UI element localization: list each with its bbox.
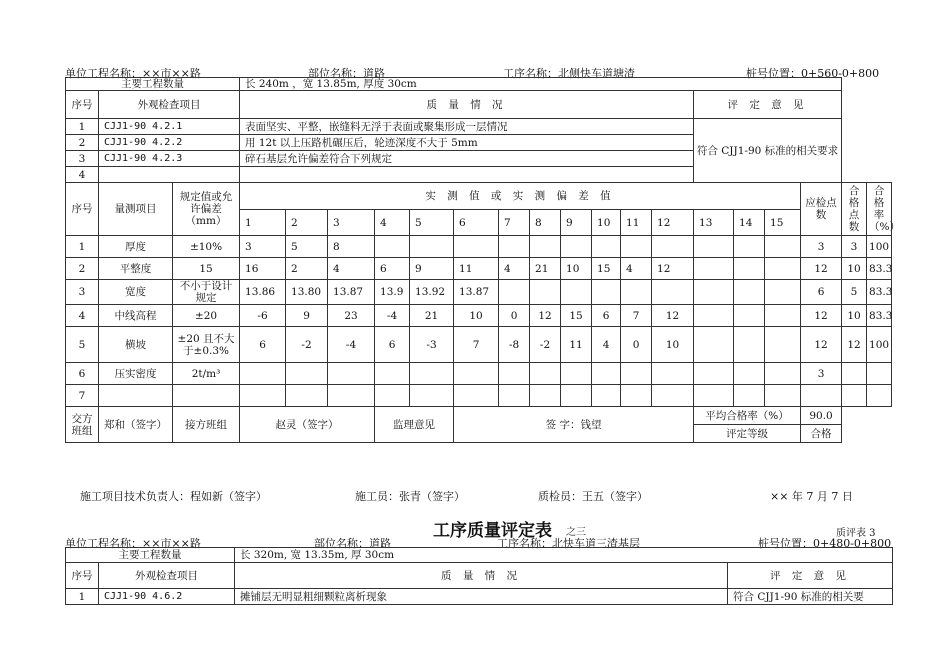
inspect-row-opinion: 符合 CJJ1-90 标准的相关要 [728,589,893,605]
measure-col-number: 2 [286,210,328,236]
measure-row-item [99,385,173,407]
should-check-count [801,385,842,407]
col-opinion-header: 评 定 意 见 [728,563,893,589]
measure-value [621,280,652,305]
measure-value [734,280,765,305]
measure-value [621,236,652,258]
measure-row-spec: 15 [173,258,240,280]
measure-value [694,236,734,258]
measure-value: 6 [375,327,410,363]
dept-name: 部位名称：道路 [314,537,391,550]
inspect-row-item: CJJ1-90 4.2.2 [99,135,240,151]
pass-rate: 83.3 [867,305,892,327]
measure-row-spec: 不小于设计规定 [173,280,240,305]
measure-row-spec: ±20 [173,305,240,327]
measure-value: 10 [454,305,499,327]
measure-value: -4 [375,305,410,327]
measure-spec-header: 规定值或允许偏差（mm） [173,183,240,236]
measure-value: 10 [561,258,592,280]
pass-rate: 83.3 [867,280,892,305]
handover-team-label: 交方班组 [66,407,99,443]
measure-value: 6 [375,258,410,280]
measure-col-number: 14 [734,210,765,236]
measure-value: 4 [499,258,530,280]
measure-row [66,236,892,258]
measure-row [66,258,892,280]
supervisor-signature: 签 字：钱望 [454,407,694,443]
measure-row [66,385,892,407]
inspect-row-item [99,167,240,183]
inspect-row-item: CJJ1-90 4.2.1 [99,119,240,135]
supervisor-label: 监理意见 [375,407,454,443]
measure-value [286,363,328,385]
measure-value: 0 [499,305,530,327]
measure-row-spec: ±10% [173,236,240,258]
measure-value [765,280,801,305]
sign-date: ×× 年 7 月 7 日 [770,490,853,503]
quantity-value: 长 240m ，宽 13.85m, 厚度 30cm [240,78,842,91]
receive-team-label: 接方班组 [173,407,240,443]
inspect-row-quality: 碎石基层允许偏差符合下列规定 [240,151,694,167]
process-name: 工序名称：北侧快车道塘渣 [503,67,635,80]
should-check-count: 12 [801,305,842,327]
measure-value [375,385,410,407]
inspect-row-no: 4 [66,167,99,183]
measure-value [592,363,621,385]
avg-pass-rate-label: 平均合格率（%） [694,407,801,425]
pass-count: 5 [842,280,867,305]
measure-value [621,363,652,385]
should-check-count: 3 [801,236,842,258]
measure-value [561,236,592,258]
measure-value [694,385,734,407]
measure-value: -3 [410,327,454,363]
measure-row-no: 5 [66,327,99,363]
measure-col-number: 11 [621,210,652,236]
measure-value [734,385,765,407]
measure-value [499,363,530,385]
grade-value: 合格 [801,425,842,443]
measure-item-header: 量测项目 [99,183,173,236]
measure-row-item: 厚度 [99,236,173,258]
measure-value [375,236,410,258]
measure-value: 12 [652,305,694,327]
measure-value: -2 [530,327,561,363]
should-check-count: 12 [801,258,842,280]
measure-row-no: 1 [66,236,99,258]
measure-value [694,280,734,305]
inspect-row-quality [240,167,694,183]
measure-value: 6 [240,327,286,363]
pass-count: 10 [842,258,867,280]
measure-value [734,236,765,258]
measure-value: 4 [328,258,375,280]
measure-value [694,363,734,385]
pass-count [842,385,867,407]
col-inspect-item-header: 外观检查项目 [99,91,240,119]
measure-value [734,363,765,385]
process-name: 工序名称：北快车道三渣基层 [497,537,640,550]
dept-name: 部位名称：道路 [308,67,385,80]
inspect-row-no: 1 [66,589,99,605]
pass-rate: 100 [867,236,892,258]
measure-value: -8 [499,327,530,363]
measure-value: 4 [621,258,652,280]
station-position: 桩号位置：0+480-0+800 [758,537,892,550]
measure-value: -2 [286,327,328,363]
measure-value: 13.9 [375,280,410,305]
measure-value: 13.87 [328,280,375,305]
measure-col-number: 13 [694,210,734,236]
worker-signature: 施工员：张青（签字） [355,490,465,503]
measure-row-no: 6 [66,363,99,385]
measure-value: 9 [410,258,454,280]
measure-value [652,385,694,407]
measure-value [286,385,328,407]
measure-value: 4 [592,327,621,363]
inspect-row-item: CJJ1-90 4.6.2 [99,589,235,605]
measure-value: 5 [286,236,328,258]
measure-row-spec [173,385,240,407]
should-check-header: 应检点数 [801,183,842,236]
measure-value: 6 [592,305,621,327]
measure-value: -6 [240,305,286,327]
inspect-row-no: 2 [66,135,99,151]
quantity-label: 主要工程数量 [66,78,240,91]
measure-row-no: 3 [66,280,99,305]
measure-value: 10 [652,327,694,363]
measure-value [734,327,765,363]
measure-value [328,363,375,385]
measure-col-number: 3 [328,210,375,236]
should-check-count: 3 [801,363,842,385]
measure-row [66,305,892,327]
handover-signature: 郑和（签字） [99,407,173,443]
measure-col-number: 8 [530,210,561,236]
measure-value [694,258,734,280]
measure-row-item: 平整度 [99,258,173,280]
col-no-header: 序号 [66,91,99,119]
measure-value [694,327,734,363]
measure-value [240,385,286,407]
col-inspect-item-header: 外观检查项目 [99,563,235,589]
measure-value: 8 [328,236,375,258]
measure-col-number: 15 [765,210,801,236]
measure-value [561,385,592,407]
pass-rate [867,385,892,407]
inspect-row-item: CJJ1-90 4.2.3 [99,151,240,167]
measure-value: 0 [621,327,652,363]
measure-value [530,280,561,305]
measure-value [530,385,561,407]
pass-count-header: 合格点数 [842,183,867,236]
measure-value: 13.87 [454,280,499,305]
measure-value [410,385,454,407]
should-check-count: 6 [801,280,842,305]
measure-value [410,236,454,258]
measure-row-item: 压实密度 [99,363,173,385]
measure-row [66,327,892,363]
inspect-row-no: 3 [66,151,99,167]
measure-col-number: 6 [454,210,499,236]
measure-col-number: 1 [240,210,286,236]
pass-rate: 83.3 [867,258,892,280]
measure-value [765,258,801,280]
measure-no-header: 序号 [66,183,99,236]
measure-value [375,363,410,385]
pass-rate: 100 [867,327,892,363]
quality-table-1 [65,77,900,443]
measure-value [499,385,530,407]
measure-value [454,236,499,258]
measure-col-number: 9 [561,210,592,236]
measure-value [734,305,765,327]
col-quality-header: 质 量 情 况 [235,563,728,589]
form-title-suffix: 之三 [566,527,586,538]
measure-col-number: 10 [592,210,621,236]
inspect-row-no: 1 [66,119,99,135]
pass-count: 3 [842,236,867,258]
measure-value [694,305,734,327]
measure-value: 11 [454,258,499,280]
measure-value [765,305,801,327]
measure-value: 7 [454,327,499,363]
measure-col-number: 4 [375,210,410,236]
measure-value [765,363,801,385]
measure-value [454,363,499,385]
measure-value [652,363,694,385]
measure-value [765,385,801,407]
measure-value [592,385,621,407]
measure-row [66,363,892,385]
measure-value: 7 [621,305,652,327]
measure-row-no: 4 [66,305,99,327]
measure-col-number: 5 [410,210,454,236]
col-quality-header: 质 量 情 况 [240,91,694,119]
tech-lead-signature: 施工项目技术负责人：程如新（签字） [80,490,267,503]
pass-rate-header: 合格率（%） [867,183,892,236]
measure-value [621,385,652,407]
measure-col-number: 12 [652,210,694,236]
measure-value [240,363,286,385]
quantity-label: 主要工程数量 [66,548,235,563]
unit-name: 单位工程名称：××市××路 [65,67,201,80]
measure-value [592,280,621,305]
measure-row-spec: ±20 且不大于±0.3% [173,327,240,363]
col-no-header: 序号 [66,563,99,589]
measure-value: 9 [286,305,328,327]
pass-count: 10 [842,305,867,327]
measure-row-item: 中线高程 [99,305,173,327]
measure-row-item: 宽度 [99,280,173,305]
avg-pass-rate-value: 90.0 [801,407,842,425]
measure-value: 11 [561,327,592,363]
measure-value: 12 [530,305,561,327]
measure-value: 13.80 [286,280,328,305]
inspect-opinion: 符合 CJJ1-90 标准的相关要求 [694,119,842,183]
quality-table-2 [65,547,893,605]
measure-value [765,327,801,363]
measure-value: 13.86 [240,280,286,305]
measure-value [652,280,694,305]
measure-value: 23 [328,305,375,327]
measure-value [499,236,530,258]
measure-value [765,236,801,258]
station-position: 桩号位置：0+560-0+800 [746,67,880,80]
measure-value [454,385,499,407]
inspect-row-quality: 摊铺层无明显粗细颗粒离析现象 [235,589,728,605]
inspect-row-quality: 用 12t 以上压路机碾压后，轮迹深度不大于 5mm [240,135,694,151]
measure-row-item: 横坡 [99,327,173,363]
unit-name: 单位工程名称：××市××路 [65,537,201,550]
col-opinion-header: 评 定 意 见 [694,91,842,119]
pass-count [842,363,867,385]
measure-value [592,236,621,258]
measure-value [561,363,592,385]
qc-signature: 质检员：王五（签字） [538,490,648,503]
inspect-row-quality: 表面坚实、平整，嵌缝料无浮于表面或聚集形成一层情况 [240,119,694,135]
measure-value [530,236,561,258]
quantity-value: 长 320m, 宽 13.35m, 厚 30cm [235,548,893,563]
measure-value [499,280,530,305]
measure-value: 21 [530,258,561,280]
measure-value [328,385,375,407]
measure-value [530,363,561,385]
measure-value [410,363,454,385]
measure-value: 13.92 [410,280,454,305]
measure-value: 16 [240,258,286,280]
measure-value: 3 [240,236,286,258]
measure-row-no: 7 [66,385,99,407]
measure-col-number: 7 [499,210,530,236]
measure-value [652,236,694,258]
receive-signature: 赵灵（签字） [240,407,375,443]
measure-value: 15 [592,258,621,280]
form-title: 工序质量评定表 [433,521,552,541]
measure-value: 15 [561,305,592,327]
measure-row-spec: 2t/m³ [173,363,240,385]
measure-actual-header: 实 测 值 或 实 测 偏 差 值 [240,183,801,210]
measure-value: -4 [328,327,375,363]
grade-label: 评定等级 [694,425,801,443]
measure-value [734,258,765,280]
pass-rate [867,363,892,385]
measure-row-no: 2 [66,258,99,280]
measure-row [66,280,892,305]
measure-value: 2 [286,258,328,280]
measure-value: 21 [410,305,454,327]
pass-count: 12 [842,327,867,363]
form-number: 质评表 3 [836,528,876,539]
should-check-count: 12 [801,327,842,363]
measure-value [561,280,592,305]
measure-value: 12 [652,258,694,280]
